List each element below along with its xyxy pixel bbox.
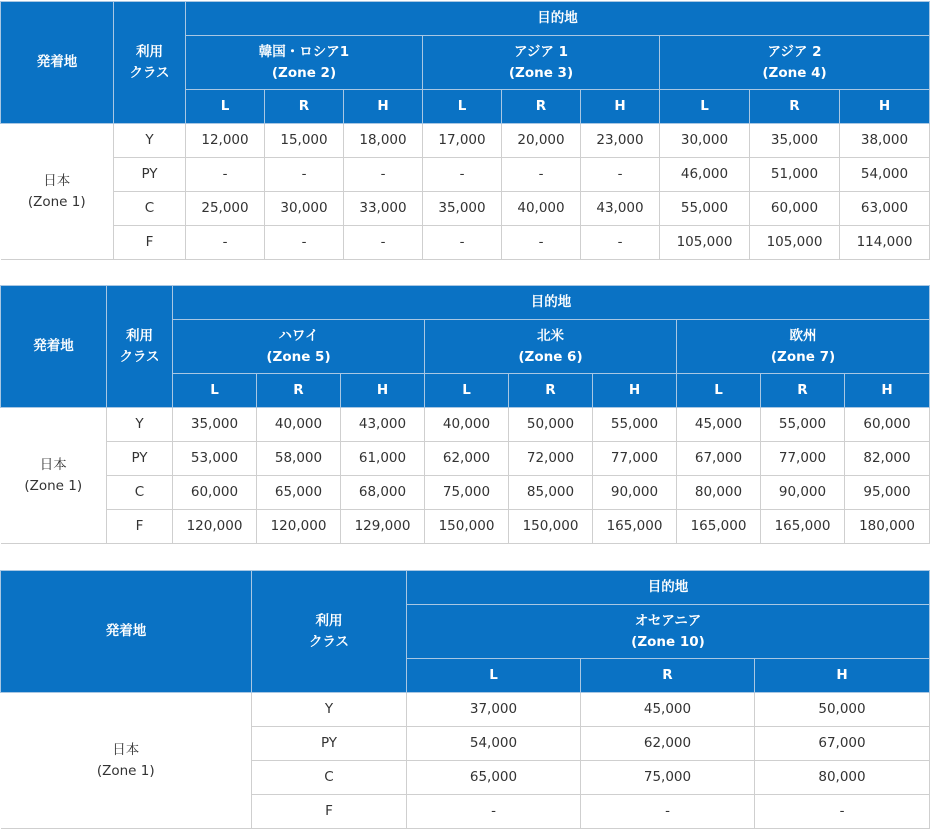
mileage-cell: 114,000: [840, 226, 930, 260]
origin-cell: [1, 693, 252, 829]
table-row: [1, 192, 930, 226]
season-header: R: [581, 659, 755, 693]
mileage-cell: 150,000: [425, 510, 509, 544]
season-header: L: [407, 659, 581, 693]
class-cell: PY: [114, 158, 186, 192]
class-header-line1: 利用: [126, 327, 153, 344]
class-cell: F: [252, 795, 407, 829]
mileage-cell: 35,000: [173, 408, 257, 442]
mileage-cell: 165,000: [593, 510, 677, 544]
mileage-cell: -: [423, 226, 502, 260]
mileage-cell: 35,000: [423, 192, 502, 226]
mileage-cell: 68,000: [341, 476, 425, 510]
mileage-cell: 20,000: [502, 124, 581, 158]
mileage-cell: 60,000: [845, 408, 930, 442]
mileage-cell: 46,000: [660, 158, 750, 192]
season-header: L: [173, 374, 257, 408]
mileage-cell: 62,000: [581, 727, 755, 761]
mileage-cell: 65,000: [257, 476, 341, 510]
zone-code: (Zone 6): [518, 348, 583, 365]
zone-code: (Zone 10): [631, 633, 705, 650]
mileage-cell: 75,000: [425, 476, 509, 510]
class-cell: PY: [107, 442, 173, 476]
mileage-cell: -: [265, 158, 344, 192]
mileage-cell: 53,000: [173, 442, 257, 476]
class-header-line2: クラス: [129, 64, 170, 81]
mileage-cell: 54,000: [840, 158, 930, 192]
mileage-cell: 23,000: [581, 124, 660, 158]
mileage-cell: 67,000: [677, 442, 761, 476]
season-header: R: [265, 90, 344, 124]
table-row: [1, 442, 930, 476]
mileage-cell: 43,000: [341, 408, 425, 442]
mileage-cell: -: [502, 158, 581, 192]
mileage-cell: 51,000: [750, 158, 840, 192]
origin-zone: (Zone 1): [27, 193, 86, 210]
class-header-line1: 利用: [136, 43, 163, 60]
season-header: L: [660, 90, 750, 124]
award-table-2: [0, 285, 930, 544]
season-header: H: [581, 90, 660, 124]
award-table-1: [0, 1, 930, 260]
mileage-cell: 105,000: [660, 226, 750, 260]
season-header: R: [750, 90, 840, 124]
mileage-cell: 30,000: [660, 124, 750, 158]
mileage-cell: 50,000: [509, 408, 593, 442]
origin-name: 日本: [112, 741, 140, 758]
mileage-cell: 67,000: [755, 727, 930, 761]
mileage-cell: 50,000: [755, 693, 930, 727]
mileage-cell: 55,000: [593, 408, 677, 442]
origin-name: 日本: [39, 456, 67, 473]
class-cell: C: [114, 192, 186, 226]
mileage-cell: 25,000: [186, 192, 265, 226]
mileage-cell: 43,000: [581, 192, 660, 226]
season-header: R: [509, 374, 593, 408]
class-header: [252, 571, 407, 693]
mileage-cell: -: [502, 226, 581, 260]
mileage-cell: -: [265, 226, 344, 260]
mileage-cell: 80,000: [755, 761, 930, 795]
mileage-cell: 35,000: [750, 124, 840, 158]
zone-code: (Zone 4): [762, 64, 827, 81]
mileage-cell: 105,000: [750, 226, 840, 260]
zone-name: 北米: [537, 327, 564, 344]
zone-name: 韓国・ロシア1: [258, 43, 350, 60]
origin-header: 発着地: [1, 286, 107, 408]
class-cell: F: [114, 226, 186, 260]
class-header: [107, 286, 173, 408]
zone-header: [173, 320, 425, 374]
season-header: L: [425, 374, 509, 408]
award-table-3: [0, 570, 930, 829]
zone-header: [186, 36, 423, 90]
season-header: H: [845, 374, 930, 408]
destination-header: 目的地: [407, 571, 930, 605]
class-cell: C: [252, 761, 407, 795]
mileage-cell: 165,000: [677, 510, 761, 544]
mileage-cell: 55,000: [761, 408, 845, 442]
class-header-line2: クラス: [119, 348, 160, 365]
mileage-cell: 82,000: [845, 442, 930, 476]
mileage-cell: -: [581, 226, 660, 260]
season-header: H: [755, 659, 930, 693]
season-header: R: [761, 374, 845, 408]
mileage-cell: 120,000: [257, 510, 341, 544]
zone-name: アジア 2: [767, 43, 822, 60]
mileage-cell: 150,000: [509, 510, 593, 544]
mileage-cell: -: [755, 795, 930, 829]
class-cell: Y: [252, 693, 407, 727]
zone-code: (Zone 5): [266, 348, 331, 365]
class-cell: Y: [114, 124, 186, 158]
mileage-cell: -: [423, 158, 502, 192]
mileage-cell: 165,000: [761, 510, 845, 544]
table-row: [1, 476, 930, 510]
zone-header: [677, 320, 930, 374]
destination-header: 目的地: [173, 286, 930, 320]
mileage-cell: 60,000: [173, 476, 257, 510]
table-row: [1, 510, 930, 544]
mileage-cell: 37,000: [407, 693, 581, 727]
mileage-cell: 45,000: [581, 693, 755, 727]
mileage-cell: 58,000: [257, 442, 341, 476]
table-row: [1, 693, 930, 727]
origin-cell: [1, 124, 114, 260]
season-header: R: [502, 90, 581, 124]
mileage-cell: -: [407, 795, 581, 829]
class-header-line2: クラス: [308, 633, 350, 650]
mileage-cell: 61,000: [341, 442, 425, 476]
mileage-cell: -: [186, 158, 265, 192]
origin-name: 日本: [43, 172, 71, 189]
zone-name: ハワイ: [278, 327, 319, 344]
table-row: [1, 158, 930, 192]
mileage-cell: 40,000: [257, 408, 341, 442]
class-header: [114, 2, 186, 124]
season-header: H: [840, 90, 930, 124]
zone-header: [660, 36, 930, 90]
zone-code: (Zone 2): [271, 64, 337, 81]
table-row: [1, 124, 930, 158]
mileage-cell: 63,000: [840, 192, 930, 226]
class-cell: Y: [107, 408, 173, 442]
mileage-cell: 62,000: [425, 442, 509, 476]
class-header-line1: 利用: [315, 612, 343, 629]
zone-header: [423, 36, 660, 90]
zone-code: (Zone 7): [770, 348, 836, 365]
mileage-cell: 65,000: [407, 761, 581, 795]
table-row: [1, 226, 930, 260]
mileage-cell: 72,000: [509, 442, 593, 476]
mileage-cell: -: [581, 158, 660, 192]
season-header: H: [593, 374, 677, 408]
season-header: R: [257, 374, 341, 408]
mileage-cell: 15,000: [265, 124, 344, 158]
mileage-cell: 18,000: [344, 124, 423, 158]
origin-cell: [1, 408, 107, 544]
zone-name: アジア 1: [513, 43, 569, 60]
mileage-cell: 40,000: [502, 192, 581, 226]
mileage-cell: 55,000: [660, 192, 750, 226]
mileage-cell: 90,000: [761, 476, 845, 510]
origin-zone: (Zone 1): [96, 762, 155, 779]
mileage-cell: -: [186, 226, 265, 260]
origin-header: 発着地: [1, 571, 252, 693]
season-header: H: [344, 90, 423, 124]
mileage-cell: 75,000: [581, 761, 755, 795]
mileage-cell: 85,000: [509, 476, 593, 510]
mileage-cell: 90,000: [593, 476, 677, 510]
mileage-cell: 77,000: [761, 442, 845, 476]
mileage-cell: 40,000: [425, 408, 509, 442]
zone-code: (Zone 3): [508, 64, 574, 81]
mileage-cell: 60,000: [750, 192, 840, 226]
mileage-cell: 30,000: [265, 192, 344, 226]
mileage-cell: 38,000: [840, 124, 930, 158]
zone-header: [407, 605, 930, 659]
season-header: L: [677, 374, 761, 408]
season-header: H: [341, 374, 425, 408]
class-cell: PY: [252, 727, 407, 761]
mileage-cell: 129,000: [341, 510, 425, 544]
mileage-cell: 95,000: [845, 476, 930, 510]
season-header: L: [186, 90, 265, 124]
class-cell: C: [107, 476, 173, 510]
mileage-cell: -: [344, 158, 423, 192]
origin-zone: (Zone 1): [24, 477, 83, 494]
mileage-cell: 54,000: [407, 727, 581, 761]
mileage-cell: 17,000: [423, 124, 502, 158]
zone-name: 欧州: [789, 327, 817, 344]
mileage-cell: 45,000: [677, 408, 761, 442]
mileage-cell: 33,000: [344, 192, 423, 226]
season-header: L: [423, 90, 502, 124]
class-cell: F: [107, 510, 173, 544]
zone-name: オセアニア: [634, 612, 702, 629]
table-row: [1, 408, 930, 442]
mileage-cell: 80,000: [677, 476, 761, 510]
mileage-cell: 180,000: [845, 510, 930, 544]
mileage-cell: -: [344, 226, 423, 260]
mileage-cell: 77,000: [593, 442, 677, 476]
mileage-cell: 120,000: [173, 510, 257, 544]
destination-header: 目的地: [186, 2, 930, 36]
zone-header: [425, 320, 677, 374]
mileage-cell: -: [581, 795, 755, 829]
mileage-cell: 12,000: [186, 124, 265, 158]
origin-header: 発着地: [1, 2, 114, 124]
